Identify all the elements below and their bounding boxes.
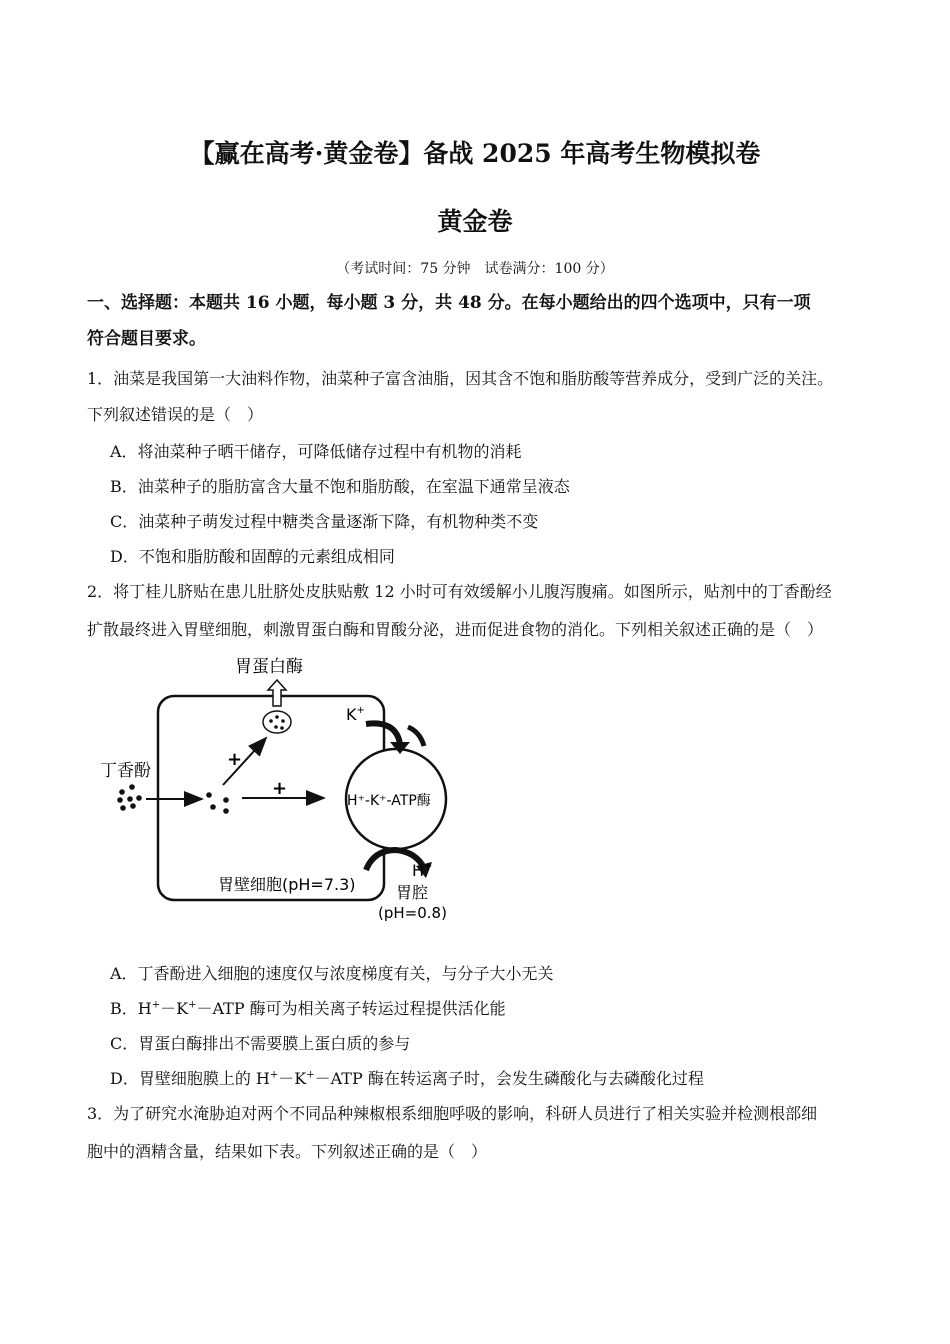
section-heading-line2: 符合题目要求。 [87, 329, 206, 349]
q1-stem-line2: 下列叙述错误的是（ ） [87, 405, 264, 424]
enzyme-label: H⁺-K⁺-ATP酶 [347, 793, 431, 809]
pepsin-label: 胃蛋白酶 [235, 657, 303, 677]
q1-option-b: B．油菜种子的脂肪富含大量不饱和脂肪酸，在室温下通常呈液态 [110, 477, 570, 496]
q2-stem-line2: 扩散最终进入胃壁细胞，刺激胃蛋白酶和胃酸分泌，进而促进食物的消化。下列相关叙述正确的是（ ） [87, 620, 824, 639]
q2-option-b: B．H+－K+－ATP 酶可为相关离子转运过程提供活化能 [110, 999, 506, 1018]
q1-option-a: A．将油菜种子晒干储存，可降低储存过程中有机物的消耗 [110, 442, 522, 461]
q1-stem-line1: 1．油菜是我国第一大油料作物，油菜种子富含油脂，因其含不饱和脂肪酸等营养成分，受到广泛的关注。 [87, 369, 834, 388]
cell-label: 胃壁细胞(pH=7.3) [218, 875, 356, 894]
lumen-ph-label: (pH=0.8) [378, 904, 447, 922]
plus-sign-1: + [227, 749, 243, 770]
page-subtitle: 黄金卷 [437, 207, 513, 236]
vesicle [263, 711, 291, 733]
exam-info: （考试时间：75 分钟 试卷满分：100 分） [336, 261, 614, 277]
q3-stem-line1: 3．为了研究水淹胁迫对两个不同品种辣椒根系细胞呼吸的影响，科研人员进行了相关实验并检测根部细 [87, 1104, 818, 1123]
q2-option-d: D．胃壁细胞膜上的 H+－K+－ATP 酶在转运离子时，会发生磷酸化与去磷酸化过程 [110, 1069, 704, 1088]
q3-stem-line2: 胞中的酒精含量，结果如下表。下列叙述正确的是（ ） [87, 1142, 488, 1161]
section-heading [87, 285, 877, 357]
page-title: 【赢在高考·黄金卷】备战 2025 年高考生物模拟卷 [189, 139, 761, 168]
k-ion-label: K+ [346, 705, 365, 724]
plus-sign-2: + [272, 778, 288, 799]
eugenol-label: 丁香酚 [100, 761, 151, 781]
q1-option-d: D．不饱和脂肪酸和固醇的元素组成相同 [110, 547, 395, 566]
secretion-arrow [268, 680, 286, 706]
q2-option-c: C．胃蛋白酶排出不需要膜上蛋白质的参与 [110, 1034, 411, 1053]
q2-option-a: A．丁香酚进入细胞的速度仅与浓度梯度有关，与分子大小无关 [110, 964, 554, 983]
h-ion-label: H+ [412, 861, 433, 880]
q1-option-c: C．油菜种子萌发过程中糖类含量逐渐下降，有机物种类不变 [110, 512, 539, 531]
q2-diagram [90, 650, 470, 930]
q2-stem-line1: 2．将丁桂儿脐贴在患儿肚脐处皮肤贴敷 12 小时可有效缓解小儿腹泻腹痛。如图所示，贴剂中的丁香酚经 [87, 582, 832, 601]
section-heading-line1: 一、选择题：本题共 16 小题，每小题 3 分，共 48 分。在每小题给出的四个选项中，只有一项 [87, 293, 811, 313]
lumen-label: 胃腔 [396, 883, 429, 902]
